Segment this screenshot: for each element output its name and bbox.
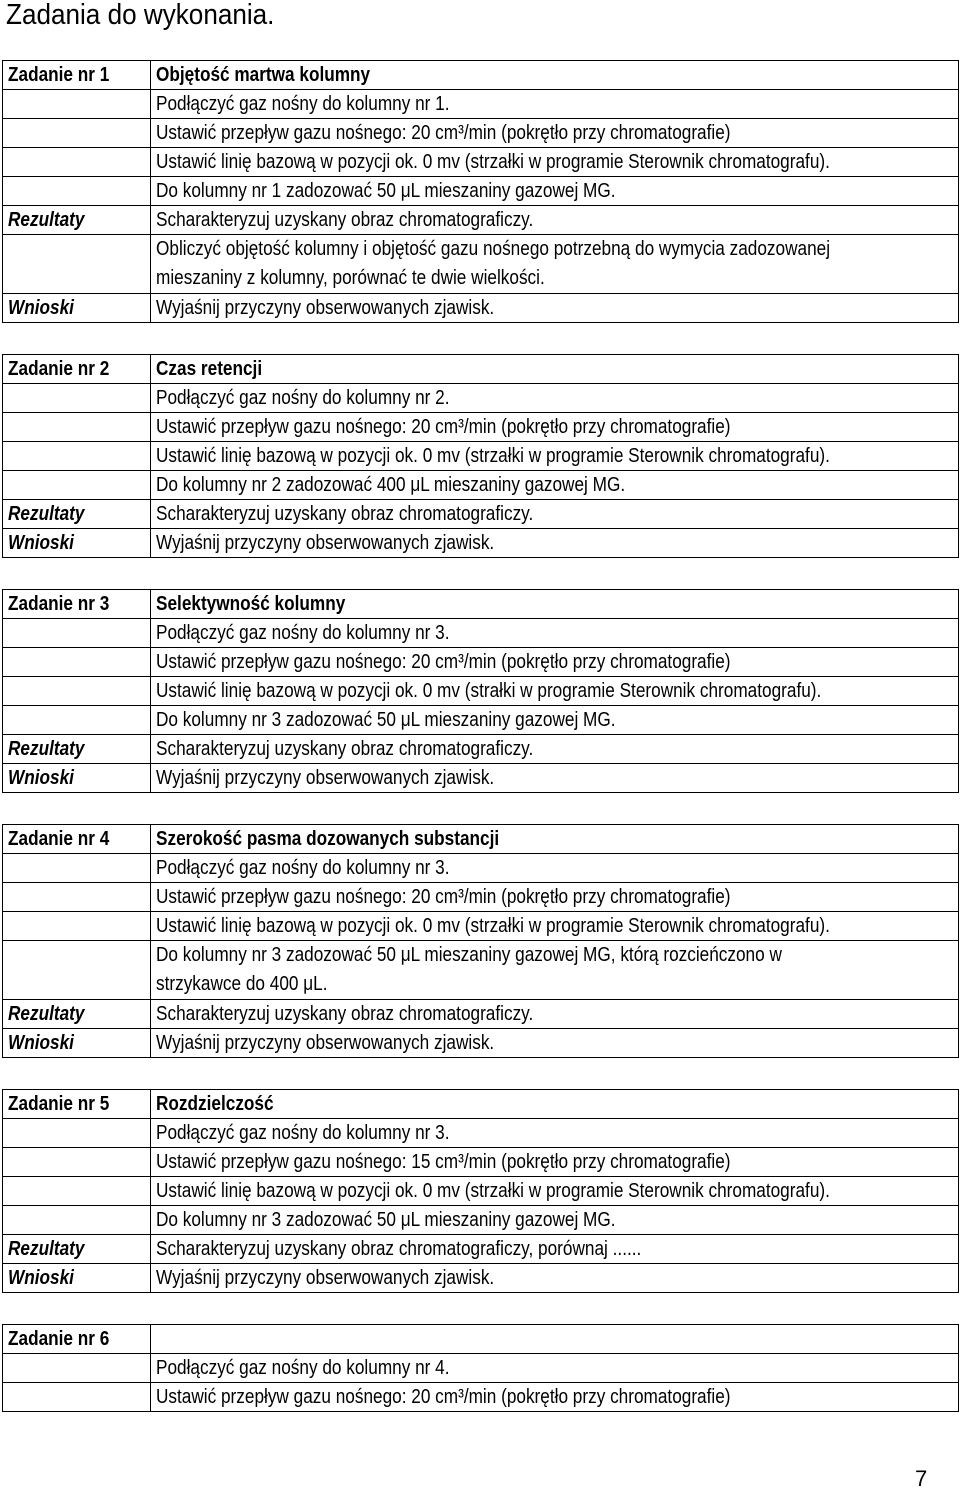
task-row	[3, 413, 959, 442]
task-row	[3, 883, 959, 912]
task-label	[3, 590, 151, 619]
row-label	[3, 735, 151, 764]
task-table-4	[2, 824, 959, 1058]
instruction-text: Wyjaśnij przyczyny obserwowanych zjawisk.	[156, 767, 495, 789]
row-label-text: Zadanie nr 1	[8, 64, 110, 86]
task-row	[3, 442, 959, 471]
task-row	[3, 735, 959, 764]
task-row	[3, 1235, 959, 1264]
page-title: Zadania do wykonania.	[6, 0, 275, 31]
task-instruction	[151, 619, 959, 648]
row-label-empty	[3, 883, 151, 912]
instruction-text: Ustawić przepływ gazu nośnego: 15 cm³/min (pokrętło przy chromatografie)	[156, 1151, 731, 1173]
task-row	[3, 471, 959, 500]
task-instruction	[151, 941, 959, 1000]
row-label-text: Rezultaty	[8, 209, 85, 231]
instruction-text: Ustawić linię bazową w pozycji ok. 0 mv (strzałki w programie Sterownik chromatografu).	[156, 915, 830, 937]
task-row	[3, 706, 959, 735]
task-row	[3, 177, 959, 206]
task-instruction	[151, 1235, 959, 1264]
row-label	[3, 294, 151, 323]
row-label-empty	[3, 177, 151, 206]
task-instruction	[151, 1029, 959, 1058]
instruction-text: Czas retencji	[156, 358, 263, 380]
row-label-empty	[3, 471, 151, 500]
task-row	[3, 1383, 959, 1412]
task-instruction	[151, 735, 959, 764]
instruction-text: Objętość martwa kolumny	[156, 64, 371, 86]
task-row	[3, 119, 959, 148]
row-label-empty	[3, 148, 151, 177]
task-row	[3, 1354, 959, 1383]
task-instruction	[151, 1119, 959, 1148]
task-table-3	[2, 589, 959, 793]
task-label	[3, 355, 151, 384]
row-label-text: Zadanie nr 6	[8, 1328, 110, 1350]
task-row	[3, 500, 959, 529]
row-label	[3, 500, 151, 529]
task-row	[3, 90, 959, 119]
task-instruction	[151, 471, 959, 500]
page-number: 7	[915, 1466, 928, 1491]
instruction-text: Podłączyć gaz nośny do kolumny nr 3.	[156, 857, 450, 879]
row-label	[3, 764, 151, 793]
row-label-text: Wnioski	[8, 1032, 74, 1054]
instruction-text: Podłączyć gaz nośny do kolumny nr 3.	[156, 622, 450, 644]
task-table-1	[2, 60, 959, 323]
task-row	[3, 764, 959, 793]
task-instruction	[151, 764, 959, 793]
instruction-text: Do kolumny nr 3 zadozować 50 μL mieszaniny gazowej MG.	[156, 709, 616, 731]
row-label-empty	[3, 1119, 151, 1148]
instruction-text: Wyjaśnij przyczyny obserwowanych zjawisk.	[156, 532, 495, 554]
row-label-text: Zadanie nr 5	[8, 1093, 110, 1115]
task-table-2	[2, 354, 959, 558]
task-instruction	[151, 1383, 959, 1412]
instruction-text: Scharakteryzuj uzyskany obraz chromatograficzy.	[156, 738, 534, 760]
task-row	[3, 1148, 959, 1177]
task-label	[3, 1325, 151, 1354]
instruction-text: Ustawić linię bazową w pozycji ok. 0 mv (strzałki w programie Sterownik chromatografu).	[156, 151, 830, 173]
row-label	[3, 1000, 151, 1029]
instruction-text: Obliczyć objętość kolumny i objętość gazu nośnego potrzebną do wymycia zadozowanej	[156, 238, 831, 260]
task-title	[151, 61, 959, 90]
task-row	[3, 294, 959, 323]
row-label-text: Wnioski	[8, 1267, 74, 1289]
instruction-text: Podłączyć gaz nośny do kolumny nr 1.	[156, 93, 450, 115]
task-instruction	[151, 90, 959, 119]
instruction-text-continued: strzykawce do 400 μL.	[156, 973, 328, 995]
task-row	[3, 1029, 959, 1058]
instruction-text: Podłączyć gaz nośny do kolumny nr 2.	[156, 387, 450, 409]
row-label-empty	[3, 941, 151, 1000]
task-label	[3, 61, 151, 90]
task-instruction	[151, 206, 959, 235]
task-row	[3, 1325, 959, 1354]
instruction-text: Scharakteryzuj uzyskany obraz chromatograficzy.	[156, 209, 534, 231]
task-row	[3, 1177, 959, 1206]
task-title	[151, 590, 959, 619]
task-instruction	[151, 1206, 959, 1235]
task-row	[3, 941, 959, 1000]
instruction-text: Ustawić linię bazową w pozycji ok. 0 mv (strałki w programie Sterownik chromatografu).	[156, 680, 822, 702]
row-label	[3, 1235, 151, 1264]
instruction-text: Wyjaśnij przyczyny obserwowanych zjawisk.	[156, 1267, 495, 1289]
instruction-text: Do kolumny nr 3 zadozować 50 μL mieszaniny gazowej MG.	[156, 1209, 616, 1231]
task-instruction	[151, 442, 959, 471]
task-title	[151, 1090, 959, 1119]
task-instruction	[151, 177, 959, 206]
instruction-text: Ustawić przepływ gazu nośnego: 20 cm³/min (pokrętło przy chromatografie)	[156, 886, 731, 908]
instruction-text: Do kolumny nr 3 zadozować 50 μL mieszaniny gazowej MG, którą rozcieńczono w	[156, 944, 782, 966]
task-table-6	[2, 1324, 959, 1412]
row-label-empty	[3, 619, 151, 648]
task-row	[3, 854, 959, 883]
task-label	[3, 825, 151, 854]
row-label-empty	[3, 384, 151, 413]
task-instruction	[151, 648, 959, 677]
task-instruction	[151, 500, 959, 529]
row-label-text: Zadanie nr 4	[8, 828, 110, 850]
row-label-empty	[3, 119, 151, 148]
row-label	[3, 529, 151, 558]
task-instruction	[151, 529, 959, 558]
row-label-empty	[3, 1383, 151, 1412]
row-label-empty	[3, 1206, 151, 1235]
instruction-text: Ustawić przepływ gazu nośnego: 20 cm³/min (pokrętło przy chromatografie)	[156, 122, 731, 144]
instruction-text: Do kolumny nr 2 zadozować 400 μL mieszaniny gazowej MG.	[156, 474, 626, 496]
task-instruction	[151, 1177, 959, 1206]
instruction-text: Podłączyć gaz nośny do kolumny nr 4.	[156, 1357, 450, 1379]
row-label	[3, 206, 151, 235]
task-row	[3, 1264, 959, 1293]
row-label-text: Zadanie nr 2	[8, 358, 110, 380]
row-label-text: Zadanie nr 3	[8, 593, 110, 615]
row-label-empty	[3, 912, 151, 941]
task-instruction	[151, 413, 959, 442]
task-instruction	[151, 883, 959, 912]
row-label-empty	[3, 442, 151, 471]
row-label	[3, 1264, 151, 1293]
row-label-empty	[3, 677, 151, 706]
row-label-text: Rezultaty	[8, 1238, 85, 1260]
instruction-text-continued: mieszaniny z kolumny, porównać te dwie wielkości.	[156, 267, 545, 289]
task-label	[3, 1090, 151, 1119]
row-label-text: Wnioski	[8, 532, 74, 554]
task-instruction	[151, 148, 959, 177]
instruction-text: Selektywność kolumny	[156, 593, 346, 615]
row-label-empty	[3, 90, 151, 119]
task-row	[3, 648, 959, 677]
task-instruction	[151, 854, 959, 883]
row-label-empty	[3, 1354, 151, 1383]
task-instruction	[151, 384, 959, 413]
task-title	[151, 825, 959, 854]
task-instruction	[151, 235, 959, 294]
task-instruction	[151, 1354, 959, 1383]
task-row	[3, 148, 959, 177]
row-label-empty	[3, 706, 151, 735]
task-row	[3, 235, 959, 294]
row-label-empty	[3, 413, 151, 442]
task-row	[3, 1206, 959, 1235]
instruction-text: Ustawić linię bazową w pozycji ok. 0 mv (strzałki w programie Sterownik chromatografu).	[156, 445, 830, 467]
task-instruction	[151, 1148, 959, 1177]
task-row	[3, 677, 959, 706]
task-row	[3, 1090, 959, 1119]
task-row	[3, 355, 959, 384]
instruction-text: Rozdzielczość	[156, 1093, 274, 1115]
row-label-text: Rezultaty	[8, 738, 85, 760]
instruction-text: Scharakteryzuj uzyskany obraz chromatograficzy.	[156, 503, 534, 525]
instruction-text: Ustawić przepływ gazu nośnego: 20 cm³/min (pokrętło przy chromatografie)	[156, 1386, 731, 1408]
instruction-text: Do kolumny nr 1 zadozować 50 μL mieszaniny gazowej MG.	[156, 180, 616, 202]
task-instruction	[151, 1264, 959, 1293]
row-label-text: Wnioski	[8, 297, 74, 319]
row-label-text: Wnioski	[8, 767, 74, 789]
task-title	[151, 355, 959, 384]
row-label-empty	[3, 648, 151, 677]
instruction-text: Scharakteryzuj uzyskany obraz chromatograficzy.	[156, 1003, 534, 1025]
instruction-text: Ustawić przepływ gazu nośnego: 20 cm³/min (pokrętło przy chromatografie)	[156, 416, 731, 438]
task-row	[3, 384, 959, 413]
row-label-text: Rezultaty	[8, 1003, 85, 1025]
task-row	[3, 619, 959, 648]
task-row	[3, 529, 959, 558]
instruction-text: Wyjaśnij przyczyny obserwowanych zjawisk.	[156, 297, 495, 319]
instruction-text: Podłączyć gaz nośny do kolumny nr 3.	[156, 1122, 450, 1144]
row-label-empty	[3, 1177, 151, 1206]
task-row	[3, 206, 959, 235]
task-instruction	[151, 706, 959, 735]
task-row	[3, 825, 959, 854]
task-instruction	[151, 677, 959, 706]
task-title	[151, 1325, 959, 1354]
task-instruction	[151, 294, 959, 323]
task-instruction	[151, 1000, 959, 1029]
row-label-text: Rezultaty	[8, 503, 85, 525]
instruction-text: Szerokość pasma dozowanych substancji	[156, 828, 500, 850]
task-table-5	[2, 1089, 959, 1293]
task-instruction	[151, 119, 959, 148]
task-row	[3, 1000, 959, 1029]
task-row	[3, 1119, 959, 1148]
task-row	[3, 61, 959, 90]
instruction-text: Ustawić przepływ gazu nośnego: 20 cm³/min (pokrętło przy chromatografie)	[156, 651, 731, 673]
row-label-empty	[3, 1148, 151, 1177]
row-label	[3, 1029, 151, 1058]
task-row	[3, 590, 959, 619]
instruction-text: Scharakteryzuj uzyskany obraz chromatograficzy, porównaj ......	[156, 1238, 642, 1260]
task-instruction	[151, 912, 959, 941]
instruction-text: Wyjaśnij przyczyny obserwowanych zjawisk.	[156, 1032, 495, 1054]
row-label-empty	[3, 854, 151, 883]
row-label-empty	[3, 235, 151, 294]
instruction-text: Ustawić linię bazową w pozycji ok. 0 mv (strzałki w programie Sterownik chromatografu).	[156, 1180, 830, 1202]
task-row	[3, 912, 959, 941]
